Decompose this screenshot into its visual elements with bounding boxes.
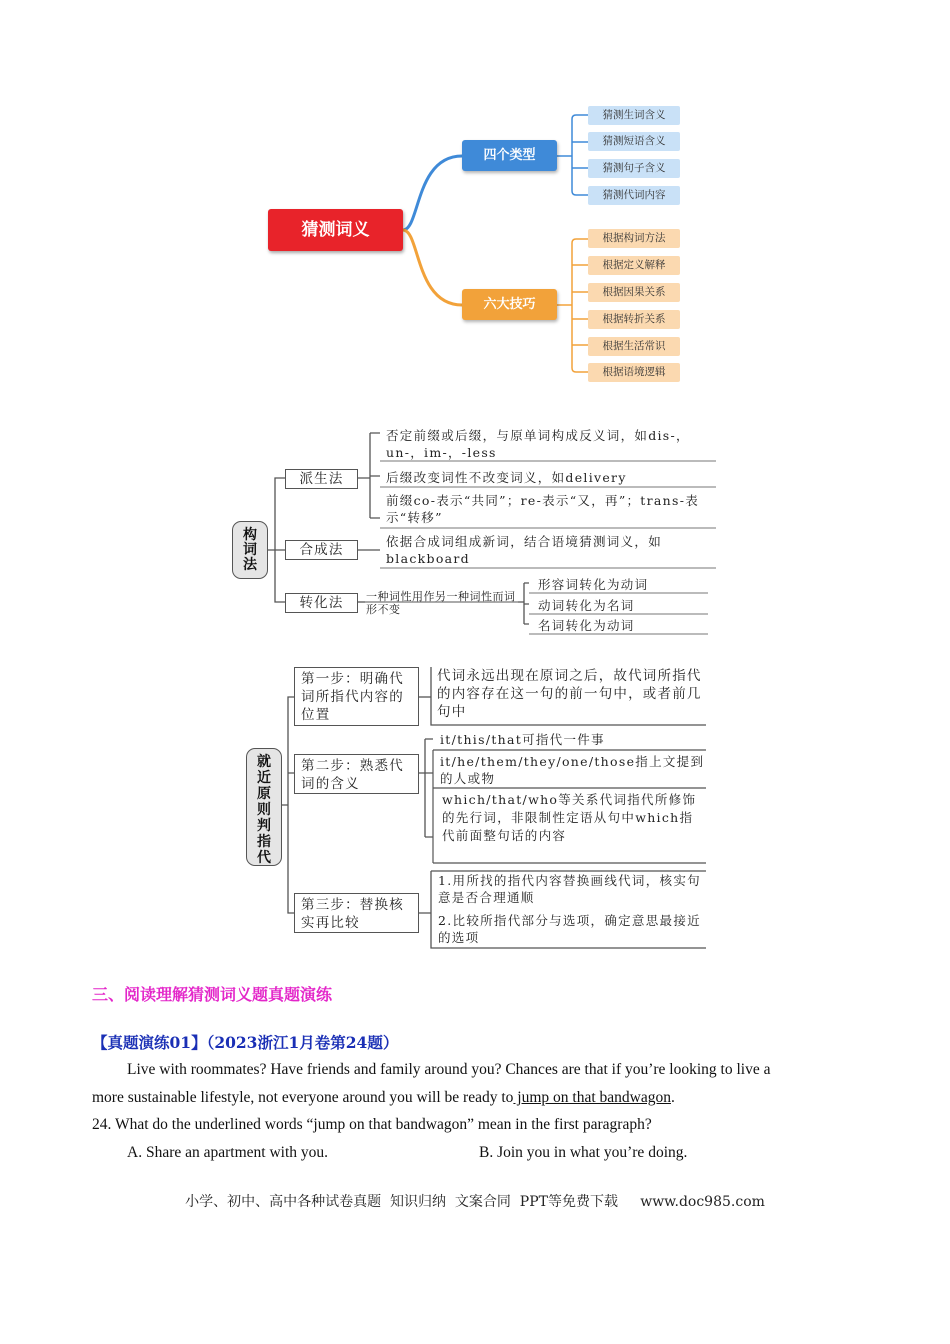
conversion-item: 名词转化为动词 xyxy=(538,618,635,633)
type-leaf: 猜测短语含义 xyxy=(588,132,680,151)
passage-line-2 xyxy=(92,1089,852,1107)
step2-item: it/he/them/they/one/those指上文提到的人或物 xyxy=(440,754,705,786)
type-leaf: 猜测生词含义 xyxy=(588,106,680,125)
option-b: B. Join you in what you’re doing. xyxy=(479,1144,688,1161)
exam-title: 【真题演练01】（2023浙江1月卷第24题） xyxy=(92,1033,399,1052)
footer: 小学、初中、高中各种试卷真题 知识归纳 文案合同 PPT等免费下载 www.doc985.com xyxy=(185,1194,765,1210)
derivation-label: 派生法 xyxy=(285,469,358,489)
step3-label: 第三步：替换核实再比较 xyxy=(294,893,419,933)
mindmap1-connectors xyxy=(0,0,950,400)
question-24: 24. What do the underlined words “jump on that bandwagon” mean in the first paragraph? xyxy=(92,1116,652,1133)
pronoun-reference-title-text: 就近原则判指代 xyxy=(257,754,271,866)
step2-item: which/that/who等关系代词指代所修饰的先行词，非限制性定语从句中which指代前面整句话的内容 xyxy=(442,792,697,843)
step1-label: 第一步：明确代词所指代内容的位置 xyxy=(294,667,419,726)
conversion-item: 形容词转化为动词 xyxy=(538,577,649,592)
mindmap1-branch-skills: 六大技巧 xyxy=(462,289,557,320)
section-title: 三、阅读理解猜测词义题真题演练 xyxy=(92,985,333,1004)
step3-item: 2.比较所指代部分与选项，确定意思最接近的选项 xyxy=(438,913,701,945)
conversion-item: 动词转化为名词 xyxy=(538,598,635,613)
skill-leaf: 根据转折关系 xyxy=(588,310,680,329)
pronoun-reference-title xyxy=(246,748,282,866)
underlined-phrase: jump on that bandwagon xyxy=(513,1089,671,1106)
skill-leaf: 根据语境逻辑 xyxy=(588,363,680,382)
mindmap1-branch-types: 四个类型 xyxy=(462,140,557,171)
step3-item: 1.用所找的指代内容替换画线代词，核实句意是否合理通顺 xyxy=(438,873,701,905)
compound-item: 依据合成词组成新词，结合语境猜测词义，如blackboard xyxy=(386,534,663,566)
word-formation-title xyxy=(232,521,268,579)
mindmap1-root: 猜测词义 xyxy=(268,209,403,251)
conversion-note: 一种词性用作另一种词性而词形不变 xyxy=(366,590,516,616)
skill-leaf: 根据生活常识 xyxy=(588,337,680,356)
derivation-item-2: 后缀改变词性不改变词义，如delivery xyxy=(386,470,627,485)
type-leaf: 猜测句子含义 xyxy=(588,159,680,178)
passage-line-2-start: more sustainable lifestyle, not everyone around you will be ready to xyxy=(92,1089,514,1106)
compound-label: 合成法 xyxy=(285,540,358,560)
derivation-item-1: 否定前缀或后缀，与原单词构成反义词，如dis-，un-，im-，-less xyxy=(386,428,690,460)
step1-item: 代词永远出现在原词之后，故代词所指代的内容存在这一句的前一句中，或者前几句中 xyxy=(437,668,702,720)
step2-item: it/this/that可指代一件事 xyxy=(440,732,605,747)
word-formation-title-text: 构词法 xyxy=(243,527,257,573)
passage-line-1: Live with roommates? Have friends and family around you? Chances are that if you’re looking to live a xyxy=(127,1061,771,1078)
type-leaf: 猜测代词内容 xyxy=(588,186,680,205)
skill-leaf: 根据定义解释 xyxy=(588,256,680,275)
step2-label: 第二步：熟悉代词的含义 xyxy=(294,754,419,794)
passage-line-2-end: . xyxy=(670,1089,675,1106)
option-a: A. Share an apartment with you. xyxy=(127,1144,329,1161)
derivation-item-3: 前缀co-表示“共同”；re-表示“又，再”；trans-表示“转移” xyxy=(386,493,700,525)
conversion-label: 转化法 xyxy=(285,593,358,613)
skill-leaf: 根据构词方法 xyxy=(588,229,680,248)
skill-leaf: 根据因果关系 xyxy=(588,283,680,302)
